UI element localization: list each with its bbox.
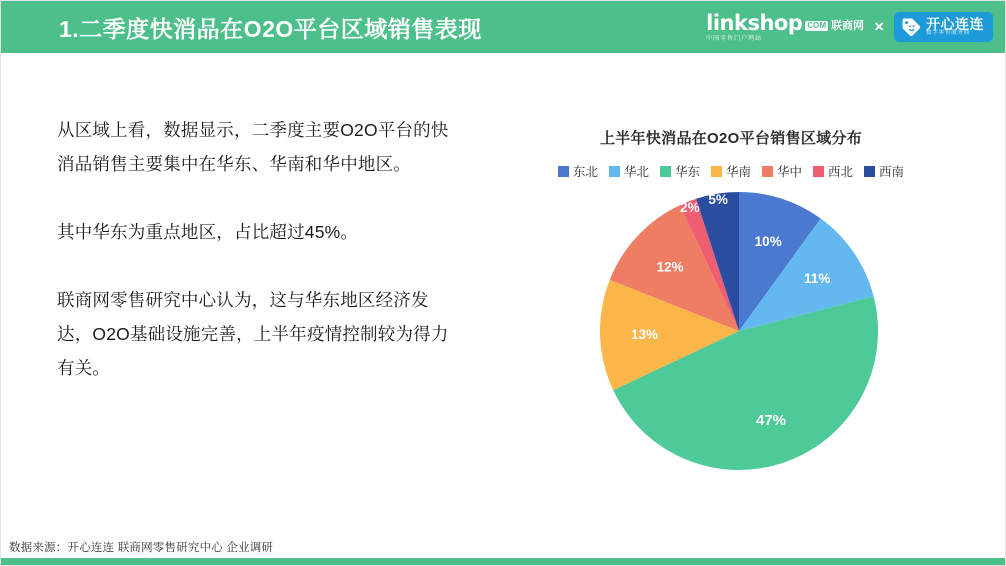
header-bar: [1, 1, 1006, 53]
legend-swatch-icon: [660, 166, 671, 177]
pie-slice-label: 10%: [754, 234, 782, 250]
pie-slice-label: 2%: [680, 199, 700, 215]
legend-swatch-icon: [762, 166, 773, 177]
linkshop-logo-text: linkshop: [706, 10, 803, 35]
legend-item: [864, 162, 904, 180]
body-paragraph-3: 联商网零售研究中心认为，这与华东地区经济发达，O2O基础设施完善，上半年疫情控制较为得力有关。: [57, 290, 449, 378]
linkshop-logo: [706, 10, 865, 42]
legend-label: 华中: [777, 165, 803, 179]
pie-slice-label: 12%: [656, 259, 684, 275]
logo-separator-icon: ×: [874, 17, 884, 36]
chart-legend: [481, 162, 981, 180]
legend-swatch-icon: [558, 166, 569, 177]
legend-label: 华南: [725, 165, 751, 179]
body-paragraph-2: 其中华东为重点地区，占比超过45%。: [57, 222, 359, 242]
header-logos: [706, 1, 993, 53]
body-paragraph-1: 从区域上看，数据显示，二季度主要O2O平台的快消品销售主要集中在华东、华南和华中地区。: [57, 120, 449, 174]
pie-slice-label: 13%: [630, 327, 659, 342]
linkshop-logo-badge: COM: [807, 20, 827, 30]
legend-item: [558, 162, 598, 180]
kaixin-logo-sub: 数字零售服务商: [926, 30, 971, 37]
legend-label: 华东: [674, 165, 700, 179]
pie-chart: [599, 186, 879, 476]
kaixin-logo-text: 开心连连: [926, 15, 984, 32]
legend-label: 东北: [572, 165, 598, 179]
chart-title: 上半年快消品在O2O平台销售区域分布: [599, 130, 863, 147]
legend-item: [813, 162, 853, 180]
kaixin-tag-icon: [901, 17, 921, 37]
legend-swatch-icon: [864, 166, 875, 177]
legend-item: [660, 162, 700, 180]
page-title: 1.二季度快消品在O2O平台区域销售表现: [59, 15, 482, 42]
legend-item: [711, 162, 751, 180]
pie-slice-label: 11%: [804, 270, 831, 286]
pie-slice-label: 47%: [755, 411, 787, 429]
legend-item: [609, 162, 649, 180]
pie-area: [481, 186, 981, 486]
body-copy: [57, 113, 449, 385]
footer-accent-bar: [1, 558, 1006, 565]
chart-container: [481, 119, 981, 519]
legend-swatch-icon: [813, 166, 824, 177]
legend-label: 华北: [623, 165, 649, 179]
legend-label: 西南: [879, 165, 905, 179]
kaixin-logo: [894, 12, 993, 42]
legend-swatch-icon: [609, 166, 620, 177]
legend-swatch-icon: [711, 166, 722, 177]
linkshop-logo-sub: 中国零售门户网站: [706, 35, 763, 42]
footer-source-text: 数据来源：开心连连 联商网零售研究中心 企业调研: [9, 542, 274, 554]
legend-label: 西北: [828, 165, 854, 179]
legend-item: [762, 162, 802, 180]
pie-slice-label: 5%: [708, 192, 728, 208]
linkshop-logo-cn: 联商网: [831, 19, 865, 32]
